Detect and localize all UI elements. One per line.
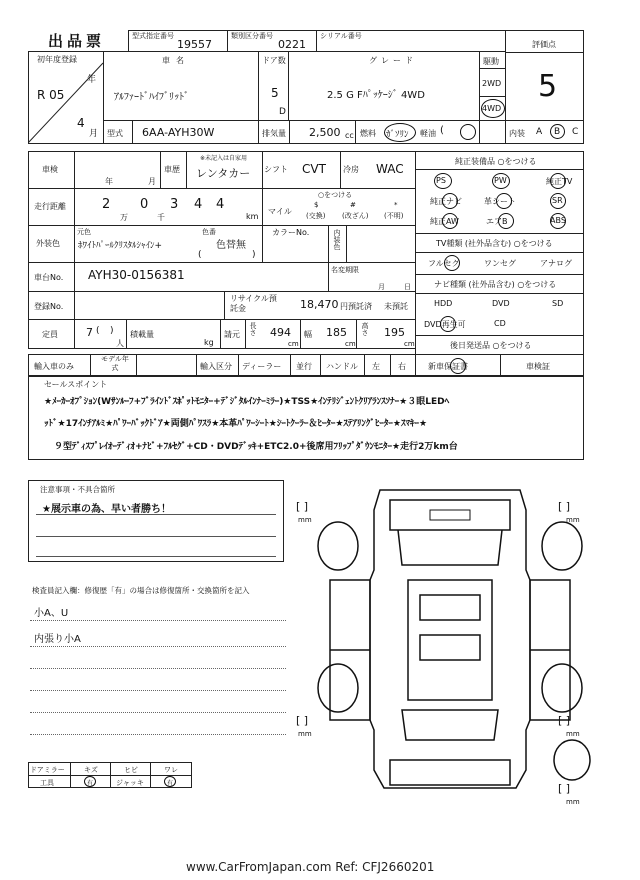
first-reg-month: 4 — [77, 116, 85, 130]
oem-sr: SR — [552, 196, 563, 205]
model-year-label: モデル年式 — [101, 355, 129, 372]
interior-b-circle — [550, 124, 565, 139]
original-color-label: 元色 — [77, 228, 91, 236]
legend-scratch: キズ — [84, 766, 98, 774]
name-change-label: 名変期限 — [331, 266, 359, 274]
shift-value: CVT — [302, 162, 326, 176]
interior-c: C — [572, 127, 579, 137]
interior-a: A — [536, 127, 543, 137]
car-name-value: ｱﾙﾌｧｰﾄﾞﾊｲﾌﾞﾘｯﾄﾞ — [114, 92, 189, 103]
displacement-value: 2,500 — [309, 126, 341, 139]
left-label: 左 — [372, 362, 380, 371]
mileage-digit-5: 4 — [216, 197, 225, 212]
original-color-value: ﾎﾜｲﾄﾊﾟｰﾙｸﾘｽﾀﾙｼｬｲﾝ+ — [78, 241, 163, 251]
fuel-cell: 燃料 ｶﾞｿﾘﾝ 軽油 ( — [355, 120, 480, 144]
length-value: 494 — [270, 326, 291, 339]
tv-oneseg: ワンセグ — [484, 259, 516, 268]
width-unit: cm — [345, 340, 356, 348]
later-warranty-circle — [450, 358, 466, 374]
fuel-label: 燃料 — [360, 129, 376, 138]
fuel-value: ｶﾞｿﾘﾝ — [386, 130, 409, 140]
reg-label: 登録No. — [34, 302, 64, 311]
navi-hdd: HDD — [434, 299, 453, 308]
car-diagram — [290, 470, 610, 820]
import-category-label: 輸入区分 — [200, 362, 232, 371]
oem-aw: 純正AW — [430, 217, 459, 226]
grade-score-label: 評価点 — [532, 40, 556, 49]
month-suffix: 月 — [89, 129, 99, 139]
length-label: 長さ — [249, 322, 257, 336]
ac-label: 冷房 — [343, 165, 359, 174]
length-unit: cm — [288, 340, 299, 348]
door-type: D — [279, 107, 286, 117]
oem-tv: 純正TV — [546, 177, 573, 186]
tire-fr-bracket: [ ] — [558, 500, 571, 513]
serial-label: シリアル番号 — [320, 32, 362, 40]
oem-airbag: エアB — [486, 217, 508, 226]
grade-value: 2.5 G Fﾊﾟｯｹｰｼﾞ 4WD — [327, 90, 425, 101]
handle-label: ハンドル — [326, 362, 358, 371]
capacity-persons: 7 — [86, 326, 93, 339]
car-outline-svg — [290, 470, 610, 820]
displacement-cell — [258, 120, 356, 144]
ukeoi-label: 請元 — [224, 330, 240, 339]
mileage-digit-1: 2 — [102, 197, 111, 212]
tire-fl-bracket: [ ] — [296, 500, 309, 513]
parallel-label: 並行 — [296, 362, 312, 371]
grade-label: グレード — [369, 56, 417, 65]
color-change-label: 色替無 — [216, 240, 246, 251]
car-name-label: 車名 — [162, 56, 190, 65]
model-value: 6AA-AYH30W — [142, 126, 215, 139]
mileage-man: 万 — [120, 213, 128, 222]
displacement-unit: cc — [345, 131, 354, 140]
diesel-label: 軽油 — [420, 129, 436, 138]
oem-sr-circle — [550, 193, 566, 209]
legend-mirror: ドアミラー — [30, 766, 65, 774]
oem-navi-circle — [442, 193, 458, 209]
interior-label: 内装 — [509, 129, 525, 138]
width-label: 幅 — [304, 330, 312, 339]
mileage-sen: 千 — [157, 213, 165, 222]
grade-cell — [288, 51, 480, 121]
mileage-circle-note: ○をつける — [318, 191, 353, 199]
oem-ps-circle — [434, 173, 452, 189]
mileage-digit-4: 4 — [194, 197, 203, 212]
sheet-title: 出品票 — [48, 32, 106, 50]
oem-ps: PS — [436, 176, 446, 185]
name-change-month: 月 — [378, 283, 385, 291]
interior-cell — [505, 120, 584, 144]
chassis-label: 車台No. — [34, 273, 64, 282]
tire-rr-unit: mm — [566, 730, 580, 738]
footer-watermark: www.CarFromJapan.com Ref: CFJ2660201 — [186, 860, 435, 874]
drive-4wd-circle — [481, 99, 505, 118]
fuel-gasoline-circle — [384, 123, 416, 142]
history-value: レンタカー — [196, 167, 251, 180]
legend-tool: 工具 — [40, 779, 54, 787]
oem-pw: PW — [494, 176, 507, 185]
tv-analog: アナログ — [540, 259, 572, 268]
oem-pw-circle — [492, 173, 510, 189]
drive-4wd: 4WD — [482, 104, 502, 113]
load-unit: kg — [204, 338, 214, 347]
exchange-label: (交換) — [306, 212, 326, 220]
navi-cd: CD — [494, 319, 506, 328]
doors-value: 5 — [271, 86, 279, 100]
shaken-month-label: 月 — [148, 177, 156, 186]
recycle-status: 円預託済 — [340, 302, 372, 311]
drive-2wd: 2WD — [482, 79, 502, 88]
notes-line-1: ★展示車の為、早い者勝ち！ — [42, 504, 171, 515]
car-name-cell — [103, 51, 259, 121]
right-label: 右 — [398, 362, 406, 371]
capacity-persons-unit: 人 — [116, 339, 124, 348]
legend-jack-circle — [164, 776, 176, 787]
mileage-unit: km — [246, 212, 259, 221]
interior-color-label: 内装色 — [333, 229, 341, 250]
tire-fl-unit: mm — [298, 516, 312, 524]
oem-leather: 革シート — [484, 197, 516, 206]
first-reg-label: 初年度登録 — [37, 55, 77, 64]
inspector-label: 検査員記入欄：修復歴「有」の場合は修復箇所・交換箇所を記入 — [32, 586, 250, 595]
oem-navi: 純正ナビ — [430, 197, 462, 206]
selling-points-label: セールスポイント — [44, 380, 108, 389]
recycle-unpaid: 未預託 — [384, 302, 408, 311]
selling-line-3: ９型ﾃﾞｨｽﾌﾟﾚｲｵｰﾃﾞｨｵ+ﾅﾋﾞ+ﾌﾙｾｸﾞ+CD・DVDﾃﾞｯｷ+ETC2.0+後席用ﾌﾘｯﾌﾟﾀﾞｳﾝﾓﾆﾀｰ★走行2万km台 — [54, 442, 458, 452]
tv-title: TV種類 (社外品含む) ○をつける — [436, 239, 553, 248]
type-cert-box — [128, 30, 228, 52]
color-label: 外装色 — [36, 239, 60, 248]
diesel-circle — [460, 124, 476, 140]
mileage-digit-3: 3 — [170, 197, 179, 212]
later-title: 後日発送品 ○をつける — [450, 341, 532, 350]
shift-label: シフト — [264, 165, 288, 174]
dealer-label: ディーラー — [242, 362, 282, 371]
later-warranty: 新車保証書 — [428, 362, 468, 371]
displacement-label: 排気量 — [262, 129, 286, 138]
later-shakensho: 車検証 — [526, 362, 550, 371]
width-value: 185 — [326, 326, 347, 339]
inspector-line-2: 内張り小A — [34, 634, 81, 645]
first-reg-cell — [28, 51, 104, 144]
legend-tool-yes: 有 — [87, 780, 94, 787]
type-cert-label: 型式指定番号 — [132, 32, 174, 40]
modified-label: (改ざん) — [342, 212, 369, 220]
oem-aw-circle — [442, 213, 458, 229]
tv-fullseg: フルセグ — [428, 259, 460, 268]
first-reg-diagonal — [28, 51, 104, 144]
recycle-value: 18,470 — [300, 298, 339, 311]
oem-abs: ABS — [550, 216, 566, 225]
name-change-day: 日 — [404, 283, 411, 291]
doors-cell — [258, 51, 289, 121]
shaken-label: 車検 — [42, 165, 58, 174]
inspector-line-1: 小A、U — [34, 608, 69, 619]
shaken-year-label: 年 — [105, 177, 113, 186]
history-label: 車歴 — [164, 165, 180, 174]
first-reg-era: R 05 — [37, 88, 65, 102]
oem-tv-circle — [550, 173, 566, 189]
year-suffix: 年 — [87, 75, 97, 85]
legend-jack: ジャッキ — [116, 779, 144, 787]
tire-rl-unit: mm — [298, 730, 312, 738]
type-cert-value: 19557 — [177, 38, 212, 51]
chassis-value: AYH30-0156381 — [88, 268, 185, 282]
mile-label: マイル — [268, 207, 292, 216]
capacity-label: 定員 — [42, 330, 58, 339]
ac-value: WAC — [376, 162, 404, 176]
height-label: 高さ — [361, 322, 369, 336]
oem-airbag-circle — [498, 213, 514, 229]
height-value: 195 — [384, 326, 405, 339]
model-cell — [103, 120, 259, 144]
selling-line-1: ★ﾒｰｶｰｵﾌﾟｼｮﾝ(Wｻﾝﾙｰﾌ+ﾌﾞﾗｲﾝﾄﾞｽﾎﾟｯﾄﾓﾆﾀｰ+ﾃﾞｼﾞﾀﾙｲﾝﾅｰﾐﾗｰ)★TSS★ｲﾝﾃﾘｼﾞｪﾝﾄｸﾘｱﾗﾝｽｿﾅｰ★３眼LEDﾍ — [44, 397, 450, 407]
navi-dvd-play-circle — [440, 316, 456, 332]
navi-dvd-play: DVD再生可 — [424, 320, 466, 329]
tire-rl-bracket: [ ] — [296, 714, 309, 727]
interior-b: B — [554, 127, 561, 137]
color-code-label: 色番 — [202, 228, 216, 236]
navi-sd: SD — [552, 299, 564, 308]
tire-spare-bracket: [ ] — [558, 782, 571, 795]
mileage-digit-2: 0 — [140, 197, 149, 212]
unknown-label: (不明) — [384, 212, 404, 220]
category-label: 類別区分番号 — [231, 32, 273, 40]
doors-label: ドア数 — [262, 56, 286, 65]
category-value: 0221 — [278, 38, 306, 51]
tire-spare-unit: mm — [566, 798, 580, 806]
mileage-label: 走行距離 — [34, 202, 66, 211]
notes-label: 注意事項・不具合箇所 — [40, 485, 115, 494]
legend-jack-yes: 有 — [167, 780, 174, 787]
load-label: 積載量 — [130, 330, 154, 339]
grade-score-value: 5 — [538, 69, 558, 104]
tire-fr-unit: mm — [566, 516, 580, 524]
navi-title: ナビ種類 (社外品含む) ○をつける — [434, 280, 557, 289]
legend-crack: ヒビ — [124, 766, 138, 774]
serial-box — [316, 30, 506, 52]
history-note: ※未記入は自家用 — [200, 155, 248, 162]
navi-dvd: DVD — [492, 299, 510, 308]
category-box — [227, 30, 317, 52]
oem-abs-circle — [550, 213, 566, 229]
tire-rr-bracket: [ ] — [558, 714, 571, 727]
oem-title: 純正装備品 ○をつける — [455, 157, 537, 166]
legend-break: ワレ — [164, 766, 178, 774]
legend-tool-circle — [84, 776, 96, 787]
oem-leather-circle — [496, 193, 512, 209]
import-label: 輸入車のみ — [34, 362, 74, 371]
selling-line-2: ｯﾄﾞ★17ｲﾝﾁｱﾙﾐ★ﾊﾟﾜｰﾊﾞｯｸﾄﾞｱ★両側ﾊﾟﾜｽﾗ★本革ﾊﾟﾜｰｼｰﾄ★ｼｰﾄｸｰﾗｰ＆ﾋｰﾀｰ★ｽﾃｱﾘﾝｸﾞﾋｰﾀｰ★ｽﾏｷｰ★ — [44, 419, 428, 429]
height-unit: cm — [404, 340, 415, 348]
drive-label: 駆動 — [483, 57, 499, 66]
model-label: 型式 — [107, 129, 123, 138]
drive-cell — [479, 51, 506, 121]
tv-fullseg-circle — [444, 255, 460, 271]
recycle-label: リサイクル預託金 — [230, 294, 277, 313]
color-no-label: カラーNo. — [272, 228, 310, 237]
